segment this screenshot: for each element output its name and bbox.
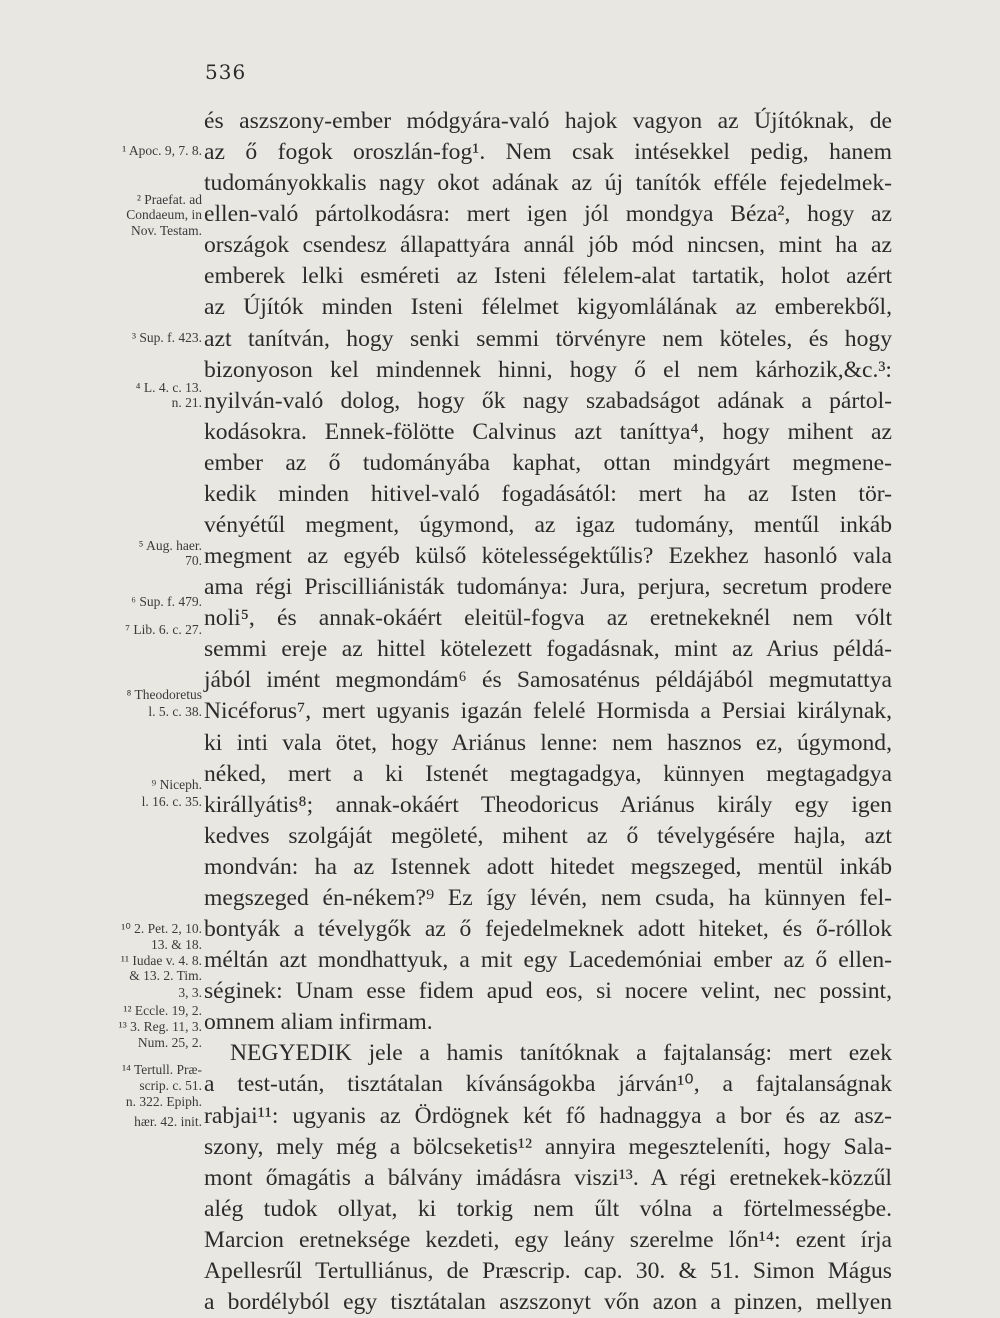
margin-note: Nov. Testam. bbox=[130, 223, 202, 238]
text-line-10: nyilván-való dolog, hogy ők nagy szabadságot adának a pártol- bbox=[204, 387, 892, 414]
text-line-27: bontyák a tévelygők az ő fejedelmeknek adott hiteket, és ő-róllok bbox=[204, 916, 892, 943]
text-line-6: emberek lelki esméreti az Isteni félelem-alat tartatik, holot azért bbox=[204, 263, 892, 290]
margin-note: 3, 3. bbox=[178, 985, 202, 1000]
margin-note: ² Praefat. ad bbox=[136, 192, 202, 207]
page-number: 536 bbox=[205, 60, 247, 84]
text-line-35: mont őmagátis a bálvány imádásra viszi¹³. A régi eretnekek-közzűl bbox=[204, 1164, 892, 1191]
text-line-39: a bordélyból egy tisztátalan aszszonyt vőn azon a pinzen, mellyen bbox=[204, 1288, 892, 1315]
text-line-24: kedves szolgáját megöleté, mihent az ő tévelygésére hajla, azt bbox=[204, 822, 892, 849]
text-line-8: azt tanítván, hogy senki semmi törvényre nem köteles, és hogy bbox=[204, 325, 892, 352]
text-line-25: mondván: ha az Istennek adott hitedet megszeged, mentül inkáb bbox=[204, 853, 892, 880]
margin-note: ¹⁰ 2. Pet. 2, 10. bbox=[121, 921, 202, 936]
text-line-12: ember az ő tudományába kaphat, ottan mindgyárt megmene- bbox=[204, 449, 892, 476]
margin-note: ¹¹ Iudae v. 4. 8. bbox=[120, 953, 202, 968]
margin-note: ⁴ L. 4. c. 13. bbox=[135, 380, 202, 395]
text-line-13: kedik minden hitivel-való fogadásától: mert ha az Isten tör- bbox=[204, 480, 892, 507]
margin-note: hær. 42. init. bbox=[134, 1114, 202, 1129]
text-line-37: Marcion eretneksége kezdeti, egy leány szerelme lőn¹⁴: ezent írja bbox=[204, 1226, 892, 1253]
text-line-32: a test-után, tisztátalan kívánságokba járván¹⁰, a fajtalanságnak bbox=[204, 1071, 892, 1098]
margin-note: 70. bbox=[185, 553, 202, 568]
text-line-3: tudományokkalis nagy okot adának az új tanítók efféle fejedelmek- bbox=[204, 170, 892, 197]
text-line-22: néked, mert a ki Istenét megtagadgya, künnyen megtagadgya bbox=[204, 760, 892, 787]
text-line-1: és aszszony-ember módgyára-való hajok vagyon az Újítóknak, de bbox=[204, 108, 892, 134]
text-line-18: semmi ereje az hittel kötelezett fogadásnak, mint az Arius példá- bbox=[204, 636, 892, 663]
text-line-11: kodásokra. Ennek-fölötte Calvinus azt taníttya⁴, hogy mihent az bbox=[204, 418, 892, 445]
text-line-21: ki inti vala ötet, hogy Ariánus lenne: nem hasznos ez, úgymond, bbox=[204, 729, 892, 756]
margin-note: ¹³ 3. Reg. 11, 3. bbox=[118, 1019, 202, 1034]
text-line-19: jából imént megmondám⁶ és Samosaténus példájából megmutattya bbox=[204, 667, 892, 694]
text-line-20: Nicéforus⁷, mert ugyanis igazán felelé Hormisda a Persiai királynak, bbox=[204, 698, 892, 725]
margin-note: n. 21. bbox=[171, 395, 202, 410]
text-line-28: méltán azt mondhattyuk, a mit egy Lacedemóniai ember az ő ellen- bbox=[204, 947, 892, 974]
text-line-17: noli⁵, és annak-okáért eleitül-fogva az eretnekeknél nem vólt bbox=[204, 605, 892, 632]
margin-note: 13. & 18. bbox=[150, 937, 202, 952]
margin-note: ¹⁴ Tertull. Præ- bbox=[122, 1062, 202, 1077]
text-line-30: omnem aliam infirmam. bbox=[204, 1009, 433, 1036]
text-line-16: ama régi Priscilliánisták tudománya: Jura, perjura, secretum prodere bbox=[204, 574, 892, 601]
margin-note: Condaeum, in bbox=[126, 207, 202, 222]
text-line-33: rabjai¹¹: ugyanis az Ördögnek két fő hadnaggya a bor és az asz- bbox=[204, 1102, 892, 1129]
margin-note: scrip. c. 51. bbox=[139, 1078, 202, 1093]
text-line-23: királlyátis⁸; annak-okáért Theodoricus Ariánus király egy igen bbox=[204, 791, 892, 818]
text-line-36: alég tudok ollyat, ki torkig nem űlt vólna a förtelmességbe. bbox=[204, 1195, 892, 1222]
margin-note: l. 5. c. 38. bbox=[148, 704, 202, 719]
margin-note: ¹² Eccle. 19, 2. bbox=[123, 1003, 202, 1018]
margin-note: ⁷ Lib. 6. c. 27. bbox=[125, 622, 202, 637]
text-line-5: országok csendesz állapattyára annál jób mód nincsen, mint ha az bbox=[204, 232, 892, 259]
margin-note: ⁹ Niceph. bbox=[151, 777, 202, 792]
text-line-38: Apellesrűl Tertulliánus, de Præscrip. cap. 30. & 51. Simon Mágus bbox=[204, 1257, 892, 1284]
text-line-26: megszeged én-nékem?⁹ Ez így lévén, nem csuda, ha künnyen fel- bbox=[204, 884, 892, 911]
text-line-7: az Újítók minden Isteni félelmet kigyomlálának az emberekből, bbox=[204, 294, 892, 321]
text-line-34: szony, mely még a bölcseketis¹² annyira megeszteleníti, hogy Sala- bbox=[204, 1133, 892, 1160]
text-line-29: séginek: Unam esse fidem apud eos, si nocere velint, nec possint, bbox=[204, 978, 892, 1005]
text-line-2: az ő fogok oroszlán-fog¹. Nem csak intésekkel pedig, hanem bbox=[204, 139, 892, 166]
margin-note: ⁶ Sup. f. 479. bbox=[131, 594, 202, 609]
text-line-4: ellen-való pártolkodásra: mert igen jól mondgya Béza², hogy az bbox=[204, 201, 892, 228]
margin-note: ¹ Apoc. 9, 7. 8. bbox=[122, 143, 202, 158]
text-line-15: megment az egyéb külső kötelességektűlis? Ezekhez hasonló vala bbox=[204, 543, 892, 570]
margin-note: ⁵ Aug. haer. bbox=[138, 538, 202, 553]
text-line-14: vényétűl megment, úgymond, az igaz tudomány, mentűl inkáb bbox=[204, 512, 892, 539]
margin-note: ⁸ Theodoretus bbox=[126, 687, 202, 702]
text-line-31: NEGYEDIK jele a hamis tanítóknak a fajtalanság: mert ezek bbox=[230, 1040, 892, 1067]
margin-note: Num. 25, 2. bbox=[137, 1035, 202, 1050]
margin-note: ³ Sup. f. 423. bbox=[131, 330, 202, 345]
text-line-9: bizonyoson kel mindennek hinni, hogy ő el nem kárhozik,&c.³: bbox=[204, 356, 892, 383]
main-text bbox=[204, 106, 892, 1318]
margin-note: l. 16. c. 35. bbox=[141, 794, 202, 809]
margin-note: n. 322. Epiph. bbox=[125, 1094, 202, 1109]
margin-note: & 13. 2. Tim. bbox=[129, 968, 202, 983]
